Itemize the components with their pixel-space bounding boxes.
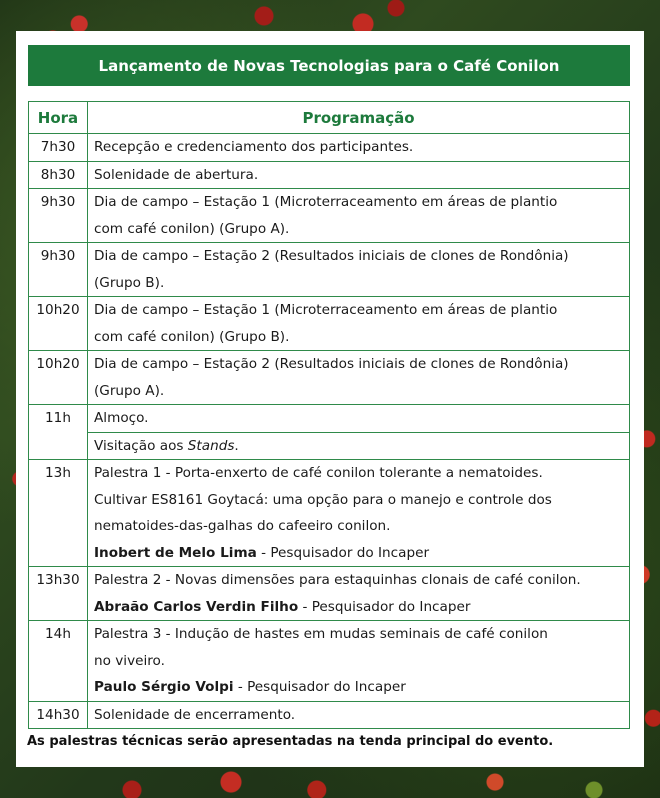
header-hora: Hora	[29, 102, 88, 134]
table-row	[29, 161, 630, 189]
row-time: 11h	[29, 405, 88, 460]
row-program: Almoço.	[88, 405, 630, 433]
row-time: 13h	[29, 460, 88, 567]
row-program: Dia de campo – Estação 1 (Microterraceamento em áreas de plantio com café conilon) (Grupo A).	[88, 189, 630, 243]
table-row	[29, 243, 630, 297]
table-row	[29, 405, 630, 433]
table-row	[29, 567, 630, 621]
row-time: 10h20	[29, 351, 88, 405]
row-time: 14h30	[29, 701, 88, 729]
row-program: Palestra 2 - Novas dimensões para estaquinhas clonais de café conilon. Abraão Carlos Verdin Filho - Pesquisador do Incaper	[88, 567, 630, 621]
row-time: 14h	[29, 621, 88, 702]
table-row	[29, 460, 630, 567]
row-program: Dia de campo – Estação 2 (Resultados iniciais de clones de Rondônia) (Grupo A).	[88, 351, 630, 405]
table-row	[29, 701, 630, 729]
speaker-name: Abraão Carlos Verdin Filho	[94, 598, 299, 615]
row-program: Recepção e credenciamento dos participantes.	[88, 134, 630, 162]
table-row	[29, 621, 630, 702]
row-time: 8h30	[29, 161, 88, 189]
row-program: Palestra 1 - Porta-enxerto de café conilon tolerante a nematoides. Cultivar ES8161 Goytacá: uma opção para o manejo e controle dos nematoides-das-galhas do cafeeiro conilon. Inobert de Melo Lima - Pesquisador do Incaper	[88, 460, 630, 567]
schedule-table	[28, 101, 630, 729]
row-program: Dia de campo – Estação 1 (Microterraceamento em áreas de plantio com café conilon) (Grupo B).	[88, 297, 630, 351]
row-time: 9h30	[29, 243, 88, 297]
row-time: 7h30	[29, 134, 88, 162]
schedule-card	[16, 31, 644, 767]
table-header-row	[29, 102, 630, 134]
header-programacao: Programação	[88, 102, 630, 134]
table-row	[29, 189, 630, 243]
table-row	[29, 351, 630, 405]
row-program: Dia de campo – Estação 2 (Resultados iniciais de clones de Rondônia) (Grupo B).	[88, 243, 630, 297]
table-row	[29, 297, 630, 351]
row-program: Solenidade de encerramento.	[88, 701, 630, 729]
footnote: As palestras técnicas serão apresentadas na tenda principal do evento.	[27, 734, 554, 749]
table-row	[29, 432, 630, 460]
row-program: Palestra 3 - Indução de hastes em mudas seminais de café conilon no viveiro. Paulo Sérgio Volpi - Pesquisador do Incaper	[88, 621, 630, 702]
row-program: Visitação aos Stands.	[88, 432, 630, 460]
row-time: 10h20	[29, 297, 88, 351]
row-time: 13h30	[29, 567, 88, 621]
speaker-name: Inobert de Melo Lima	[94, 544, 257, 561]
table-row	[29, 134, 630, 162]
speaker-name: Paulo Sérgio Volpi	[94, 679, 234, 695]
row-program: Solenidade de abertura.	[88, 161, 630, 189]
event-title: Lançamento de Novas Tecnologias para o Café Conilon	[28, 45, 630, 86]
row-time: 9h30	[29, 189, 88, 243]
